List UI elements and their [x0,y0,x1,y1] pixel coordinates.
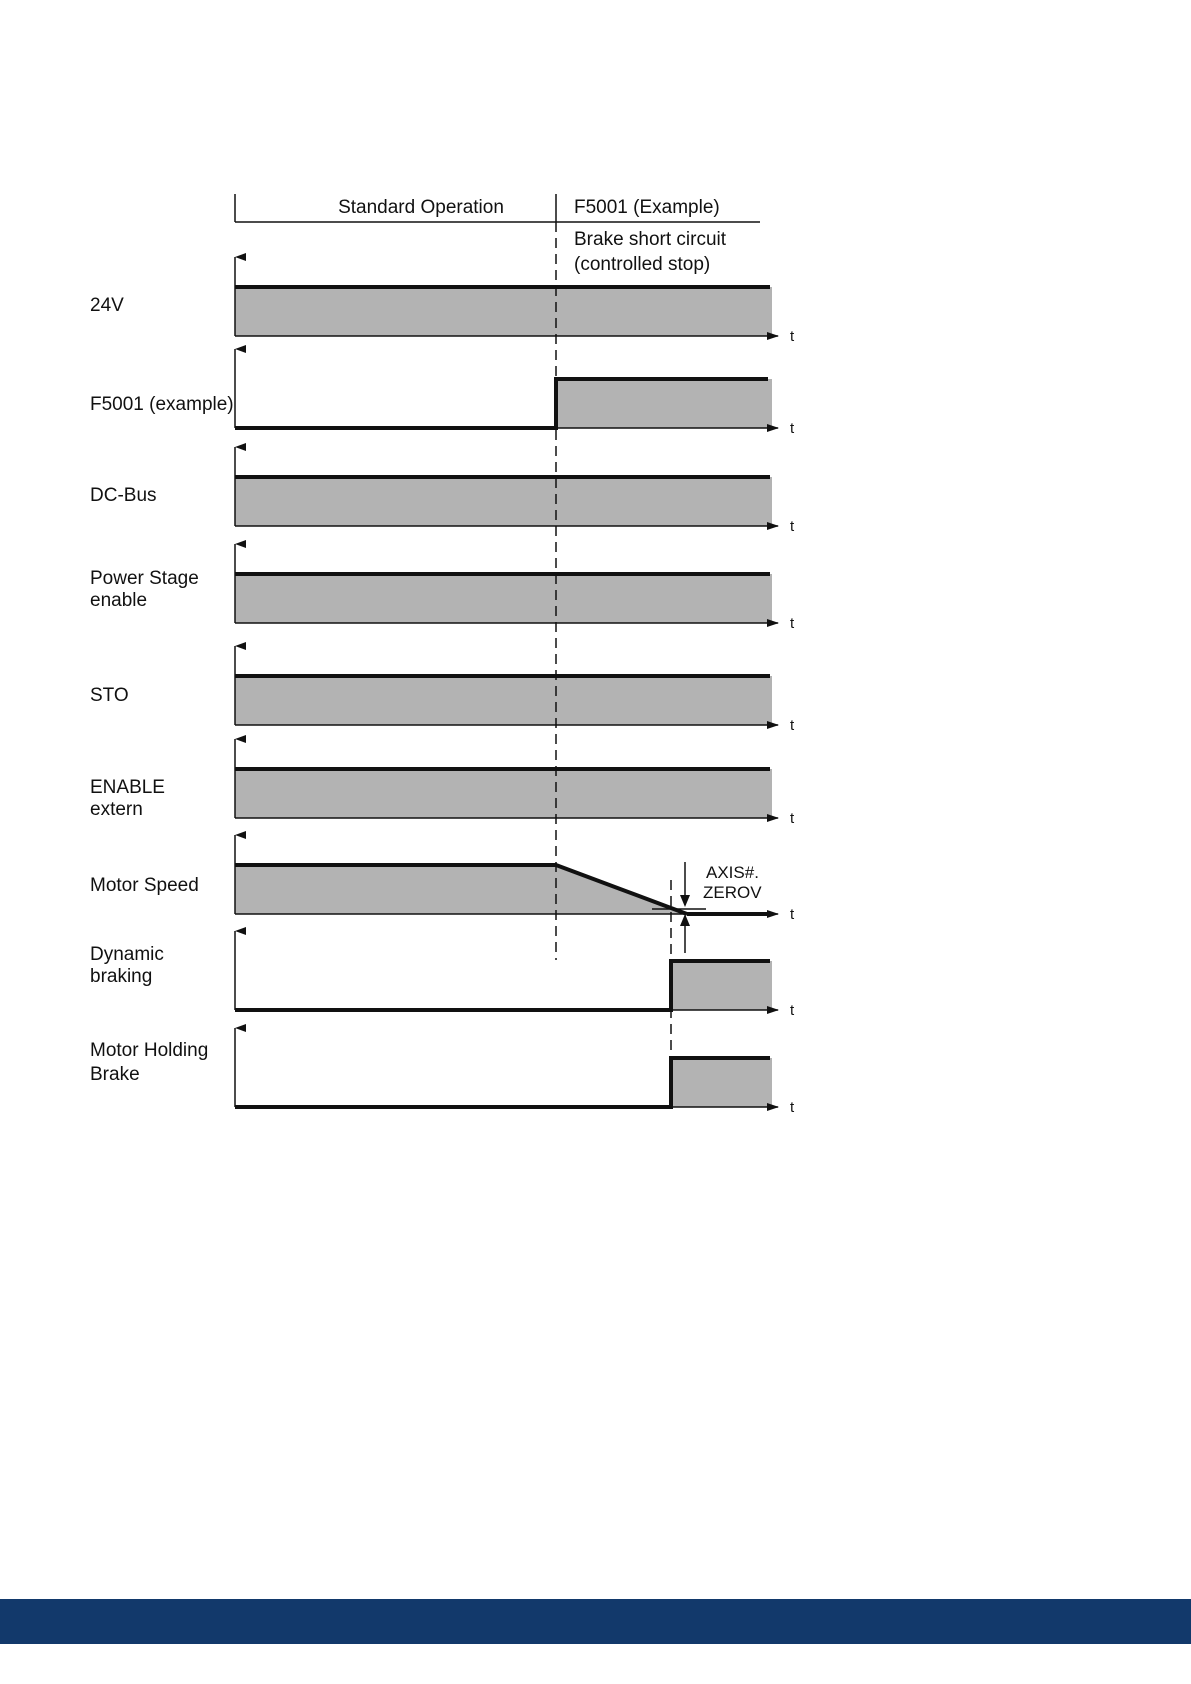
holding-brake-label-line1: Motor Holding [90,1040,209,1061]
dc-bus-fill [235,477,772,526]
f5001-time-label: t [790,420,795,437]
signal-rows [90,257,795,1116]
sto-fill [235,676,772,725]
24v-time-label: t [790,328,795,345]
dynamic-braking-fill [671,961,772,1010]
f5001-label-line1: F5001 (example) [90,394,234,415]
enable-extern-fill [235,769,772,818]
power-stage-label-line2: enable [90,590,148,611]
f5001-fill [556,379,772,428]
fault-desc-line1: Brake short circuit [574,229,727,250]
power-stage-fill [235,574,772,623]
holding-brake-fill [671,1058,772,1107]
dynamic-braking-label-line1: Dynamic [90,944,164,965]
signal-row-motor-speed [90,835,795,923]
motor-speed-label-line1: Motor Speed [90,875,199,896]
power-stage-time-label: t [790,615,795,632]
dynamic-braking-time-label: t [790,1002,795,1019]
signal-row-power-stage [90,544,795,632]
dc-bus-time-label: t [790,518,795,535]
dc-bus-label-line1: DC-Bus [90,485,157,506]
enable-extern-label-line2: extern [90,799,143,820]
signal-row-f5001 [90,349,795,437]
enable-extern-time-label: t [790,810,795,827]
sto-label-line1: STO [90,685,129,706]
24v-label-line1: 24V [90,295,124,316]
holding-brake-label-line2: Brake [90,1064,140,1085]
signal-row-dynamic-braking [90,931,795,1019]
zerov-label-line1: AXIS#. [706,863,759,882]
motor-speed-time-label: t [790,906,795,923]
footer-bar [0,1599,1191,1644]
zerov-label-line2: ZEROV [703,883,762,902]
fault-desc-line2: (controlled stop) [574,254,711,275]
standard-operation-label: Standard Operation [338,197,504,218]
signal-row-sto [90,646,795,734]
zerov-arrow-down-head [680,895,690,907]
signal-row-enable-extern [90,739,795,827]
dynamic-braking-label-line2: braking [90,966,153,987]
header [235,194,760,275]
fault-title: F5001 (Example) [574,197,720,218]
power-stage-label-line1: Power Stage [90,568,199,589]
enable-extern-label-line1: ENABLE [90,777,165,798]
signal-row-dc-bus [90,447,795,535]
signal-row-holding-brake [90,1028,795,1116]
holding-brake-time-label: t [790,1099,795,1116]
24v-fill [235,287,772,336]
sto-time-label: t [790,717,795,734]
